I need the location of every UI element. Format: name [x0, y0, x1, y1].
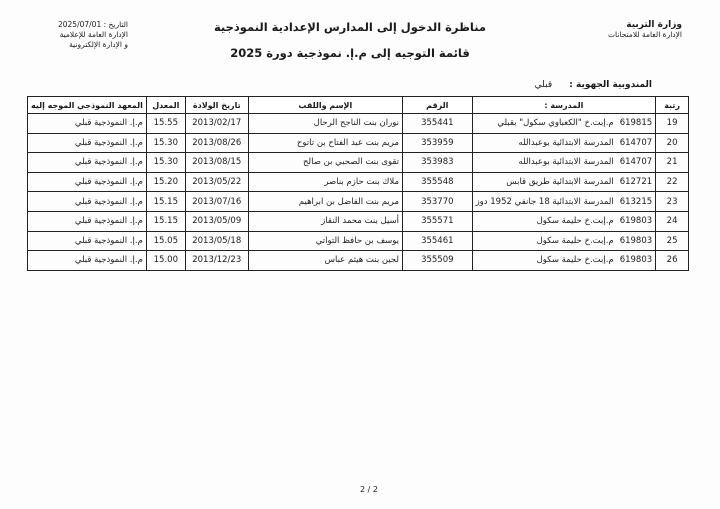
cell-name: مريم بنت عبد الفتاح بن تاتوح — [248, 133, 402, 153]
cell-name: مريم بنت الفاضل بن ابراهيم — [248, 192, 402, 212]
table-row — [28, 211, 689, 231]
title-block — [180, 20, 520, 63]
page-title: مناظرة الدخول إلى المدارس الإعدادية النموذجية — [213, 20, 487, 34]
cell-school-name: المدرسة الابتدائية طريق قابس — [506, 177, 614, 188]
table-row — [28, 172, 689, 192]
department-name: الإدارة العامة للامتحانات — [607, 30, 682, 39]
cell-school-name: م.إبت.خ "الكعباوي سكول" بقبلي — [497, 118, 614, 129]
cell-dob: 2013/08/15 — [185, 153, 248, 173]
cell-dob: 2013/05/09 — [185, 211, 248, 231]
cell-school-code: 614707 — [619, 157, 653, 168]
cell-average: 15.30 — [146, 133, 185, 153]
cell-school-code: 614707 — [619, 137, 653, 148]
cell-rank: 20 — [656, 133, 689, 153]
orientation-table — [27, 96, 689, 271]
date-header — [28, 20, 128, 50]
header-name: الإسم واللقب — [248, 97, 402, 114]
table-row — [28, 114, 689, 134]
cell-dob: 2013/05/18 — [185, 231, 248, 251]
cell-school-code: 612721 — [619, 177, 653, 188]
cell-rank: 22 — [656, 172, 689, 192]
region-line — [535, 80, 652, 90]
cell-school — [472, 153, 656, 173]
cell-institute: م.إ. النموذجية قبلي — [28, 153, 147, 173]
cell-institute: م.إ. النموذجية قبلي — [28, 231, 147, 251]
date-label: التاريخ : — [103, 20, 128, 29]
cell-id: 355548 — [403, 172, 473, 192]
header-dob: تاريخ الولادة — [185, 97, 248, 114]
cell-school-code: 619815 — [619, 118, 653, 129]
cell-average: 15.55 — [146, 114, 185, 134]
cell-school-name: م.إبت.خ حليمة سكول — [536, 255, 614, 266]
region-label: المندوبية الجهوية : — [569, 80, 652, 90]
ministry-name: وزارة التربية — [626, 20, 682, 30]
cell-name: لجين بنت هيثم عباس — [248, 251, 402, 271]
cell-dob: 2013/08/26 — [185, 133, 248, 153]
cell-name: أسيل بنت محمد النقاز — [248, 211, 402, 231]
cell-school — [472, 231, 656, 251]
cell-id: 353770 — [403, 192, 473, 212]
cell-school-name: م.إبت.خ حليمة سكول — [536, 216, 614, 227]
header-average: المعدل — [146, 97, 185, 114]
region-value: قبلي — [534, 80, 553, 90]
date-line — [28, 20, 128, 30]
cell-id: 355509 — [403, 251, 473, 271]
left-header-line3: و الإدارة الإلكترونية — [69, 40, 128, 49]
table-row — [28, 133, 689, 153]
header-rank: رتبة — [656, 97, 689, 114]
cell-institute: م.إ. النموذجية قبلي — [28, 192, 147, 212]
cell-institute: م.إ. النموذجية قبلي — [28, 172, 147, 192]
cell-average: 15.15 — [146, 211, 185, 231]
page-number: 2 / 2 — [360, 485, 378, 494]
cell-school — [472, 133, 656, 153]
cell-id: 355441 — [403, 114, 473, 134]
cell-institute: م.إ. النموذجية قبلي — [28, 133, 147, 153]
cell-id: 353959 — [403, 133, 473, 153]
cell-school-code: 619803 — [619, 216, 653, 227]
cell-id: 353983 — [403, 153, 473, 173]
cell-school — [472, 114, 656, 134]
cell-average: 15.30 — [146, 153, 185, 173]
cell-school — [472, 172, 656, 192]
header-institute: المعهد النموذجي الموجه إليه — [28, 97, 147, 114]
cell-rank: 24 — [656, 211, 689, 231]
table-row — [28, 251, 689, 271]
cell-rank: 23 — [656, 192, 689, 212]
cell-rank: 25 — [656, 231, 689, 251]
cell-institute: م.إ. النموذجية قبلي — [28, 211, 147, 231]
header-school: المدرسة : — [472, 97, 656, 114]
cell-name: نوران بنت الناجح الرحال — [248, 114, 402, 134]
cell-school-name: م.إبت.خ حليمة سكول — [536, 235, 614, 246]
cell-dob: 2013/12/23 — [185, 251, 248, 271]
cell-name: تقوى بنت الصحبي بن صالح — [248, 153, 402, 173]
table-row — [28, 231, 689, 251]
cell-dob: 2013/07/16 — [185, 192, 248, 212]
cell-school-name: المدرسة الابتدائية 18 جانفي 1952 دوز — [475, 196, 614, 207]
date-value: 2025/07/01 — [57, 20, 102, 29]
cell-name: ملاك بنت حازم بناصر — [248, 172, 402, 192]
header-id: الرقم — [403, 97, 473, 114]
table-row — [28, 153, 689, 173]
table-row — [28, 192, 689, 212]
cell-rank: 19 — [656, 114, 689, 134]
cell-institute: م.إ. النموذجية قبلي — [28, 114, 147, 134]
cell-average: 15.20 — [146, 172, 185, 192]
cell-school-code: 619803 — [619, 255, 653, 266]
cell-school — [472, 211, 656, 231]
cell-rank: 26 — [656, 251, 689, 271]
cell-school — [472, 251, 656, 271]
cell-id: 355571 — [403, 211, 473, 231]
cell-institute: م.إ. النموذجية قبلي — [28, 251, 147, 271]
cell-school-name: المدرسة الابتدائية بوعبدالله — [518, 157, 614, 168]
cell-dob: 2013/02/17 — [185, 114, 248, 134]
page-subtitle: قائمة التوجيه إلى م.إ. نموذجية دورة 2025 — [230, 46, 470, 60]
cell-school-code: 619803 — [619, 235, 653, 246]
cell-school-name: المدرسة الابتدائية بوعبدالله — [518, 137, 614, 148]
cell-dob: 2013/05/22 — [185, 172, 248, 192]
ministry-header — [608, 20, 682, 40]
cell-name: يوسف بن حافظ التواتي — [248, 231, 402, 251]
left-header-line2: الإدارة العامة للإعلامية — [59, 30, 128, 39]
cell-average: 15.00 — [146, 251, 185, 271]
cell-rank: 21 — [656, 153, 689, 173]
cell-school-code: 613215 — [619, 196, 653, 207]
cell-average: 15.15 — [146, 192, 185, 212]
cell-id: 355461 — [403, 231, 473, 251]
cell-school — [472, 192, 656, 212]
cell-average: 15.05 — [146, 231, 185, 251]
table-header-row — [28, 97, 689, 114]
